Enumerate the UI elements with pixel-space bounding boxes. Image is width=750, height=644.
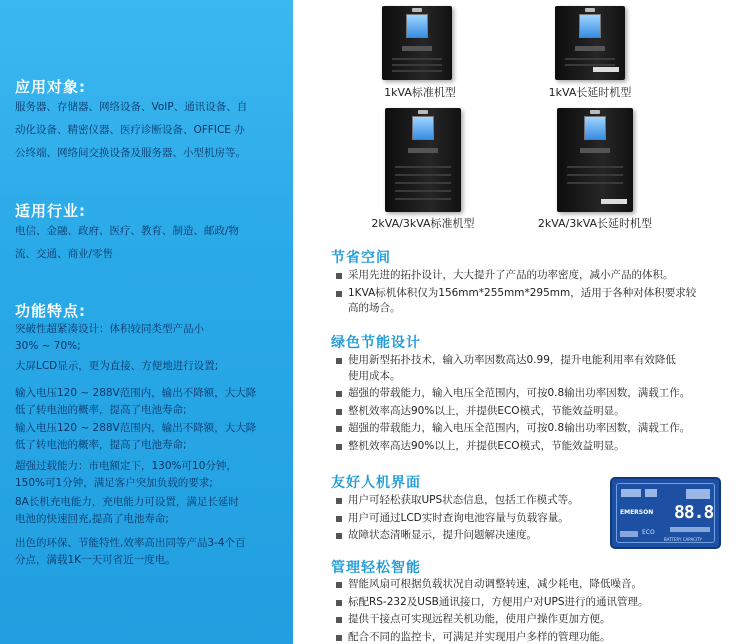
feature-item	[15, 535, 283, 569]
features-title: 功能特点:	[15, 302, 86, 320]
feature-item	[15, 385, 283, 419]
lcd-screen-icon	[579, 14, 601, 38]
vent	[395, 182, 451, 184]
bullet-text: 超强的带载能力，输入电压全范围内，可按0.8输出功率因数，满载工作。	[348, 387, 691, 399]
industry-line: 流、交通、商业/零售	[15, 248, 114, 260]
bullet-item	[335, 386, 730, 402]
section-title-management: 管理轻松智能	[331, 560, 421, 576]
vent	[392, 58, 442, 60]
vent	[567, 166, 623, 168]
bullet-item	[335, 286, 725, 317]
application-title: 应用对象:	[15, 78, 86, 96]
battery-icon	[620, 531, 638, 537]
feature-line: 低了转电池的概率，提高了电池寿命;	[15, 439, 187, 451]
bullet-text: 提供干接点可实现远程关机功能，使用户操作更加方便。	[348, 613, 611, 625]
badge-icon	[575, 46, 605, 51]
feature-item	[15, 358, 283, 375]
vent	[565, 64, 615, 66]
bullet-item	[335, 421, 730, 437]
bullet-item	[335, 353, 730, 384]
mode-icon	[621, 489, 641, 497]
bullet-item	[335, 511, 610, 527]
application-line: 公终端、网络间交换设备及服务器、小型机房等。	[15, 147, 246, 159]
caption-3kva-long: 2kVA/3kVA长延时机型	[537, 217, 653, 230]
ups-3kva-standard-image	[385, 108, 461, 212]
feature-line: 8A长机充电能力，充电能力可设置，满足长延时	[15, 496, 239, 508]
ups-3kva-long-image	[557, 108, 633, 212]
feature-item	[15, 420, 283, 454]
application-text	[15, 96, 283, 165]
bullet-text: 标配RS-232及USB通讯接口，方便用户对UPS进行的通讯管理。	[348, 595, 649, 608]
section-bullets-hmi	[335, 493, 610, 546]
caption-1kva-long: 1kVA长延时机型	[548, 86, 632, 99]
lcd-screen-icon	[584, 116, 606, 140]
bullet-item	[335, 630, 730, 644]
logo-icon	[418, 110, 428, 114]
feature-line: 输入电压120 ~ 288V范围内，输出不降额，大大降	[15, 387, 257, 399]
feature-line: 出色的环保、节能特性,效率高出同等产品3-4个百	[15, 537, 246, 549]
lcd-panel-image	[610, 477, 721, 549]
industry-line: 电信、金融、政府、医疗、教育、制造、邮政/物	[15, 225, 240, 237]
section-bullets-space	[335, 268, 725, 319]
lcd-mode-label: ECO	[642, 529, 655, 536]
bullet-text: 智能风扇可根据负载状况自动调整转速，减少耗电，降低噪音。	[348, 578, 642, 590]
feature-line: 大屏LCD显示，更为直接、方便地进行设置;	[15, 360, 219, 372]
label-plate	[593, 67, 619, 72]
feature-line: 输入电压120 ~ 288V范围内，输出不降额，大大降	[15, 422, 257, 434]
bullet-text: 使用成本。	[348, 369, 401, 382]
left-info-panel	[0, 0, 293, 644]
bullet-text: 故障状态清晰显示，提升问题解决速度。	[348, 529, 537, 541]
fault-icon	[686, 489, 710, 499]
vent	[395, 174, 451, 176]
feature-line: 分点，满载1K一天可省近一度电。	[15, 554, 176, 566]
bullet-text: 高的场合。	[348, 302, 401, 314]
feature-line: 30% ~ 70%;	[15, 340, 81, 352]
lcd-digits: 88.8	[674, 502, 714, 523]
caption-1kva-standard: 1kVA标准机型	[384, 86, 456, 99]
industry-title: 适用行业:	[15, 202, 86, 220]
section-bullets-management	[335, 577, 730, 644]
vent	[395, 198, 451, 200]
section-title-green: 绿色节能设计	[331, 335, 421, 351]
section-title-hmi: 友好人机界面	[331, 475, 421, 491]
bullet-item	[335, 528, 610, 544]
bullet-item	[335, 577, 730, 593]
industry-text	[15, 220, 283, 266]
feature-line: 150%可1分钟，满足客户突加负载的要求;	[15, 477, 213, 489]
bullet-item	[335, 595, 730, 611]
lcd-brand: EMERSON	[620, 509, 654, 516]
vent	[567, 182, 623, 184]
bullet-text: 超强的带载能力，输入电压全范围内，可按0.8输出功率因数，满载工作。	[348, 422, 691, 434]
bullet-text: 1KVA标机体积仅为156mm*255mm*295mm，适用于各种对体积要求较	[348, 286, 697, 299]
feature-item	[15, 458, 283, 492]
feature-line: 电池的快速回充,提高了电池寿命;	[15, 513, 169, 525]
label-plate	[601, 199, 627, 204]
bullet-item	[335, 404, 730, 420]
badge-icon	[402, 46, 432, 51]
bullet-item	[335, 493, 610, 509]
badge-icon	[580, 148, 610, 153]
logo-icon	[585, 8, 595, 12]
feature-item	[15, 321, 283, 355]
caption-3kva-standard: 2kVA/3kVA标准机型	[371, 217, 475, 230]
bullet-text: 用户可轻松获取UPS状态信息，包括工作模式等。	[348, 494, 579, 506]
vent	[395, 190, 451, 192]
application-line: 动化设备、精密仪器、医疗诊断设备、OFFICE 办	[15, 124, 245, 136]
bullet-text: 使用新型拓扑技术，输入功率因数高达0.99，提升电能利用率有效降低	[348, 354, 676, 366]
feature-item	[15, 494, 283, 528]
bullet-text: 用户可通过LCD实时查询电池容量与负载容量。	[348, 511, 569, 524]
vent	[392, 64, 442, 66]
capacity-bar	[670, 527, 710, 532]
bullet-text: 采用先进的拓扑设计，大大提升了产品的功率密度，减小产品的体积。	[348, 269, 674, 281]
application-line: 服务器、存储器、网络设备、VoIP、通讯设备、自	[15, 101, 248, 113]
ups-1kva-standard-image	[382, 6, 452, 80]
section-bullets-green	[335, 353, 730, 456]
feature-line: 突破性超紧凑设计：体积较同类型产品小	[15, 323, 204, 335]
lcd-battery-label: BATTERY CAPACITY	[664, 537, 702, 542]
section-title-space: 节省空间	[331, 250, 391, 266]
bullet-item	[335, 439, 730, 455]
mode-icon	[645, 489, 657, 497]
logo-icon	[590, 110, 600, 114]
feature-line: 超强过载能力：市电额定下，130%可10分钟，	[15, 460, 237, 472]
bullet-text: 整机效率高达90%以上，并提供ECO模式，节能效益明显。	[348, 439, 625, 452]
logo-icon	[412, 8, 422, 12]
vent	[392, 70, 442, 72]
vent	[395, 166, 451, 168]
bullet-text: 整机效率高达90%以上，并提供ECO模式，节能效益明显。	[348, 404, 625, 417]
bullet-item	[335, 612, 730, 628]
badge-icon	[408, 148, 438, 153]
lcd-screen-icon	[412, 116, 434, 140]
lcd-screen-icon	[406, 14, 428, 38]
feature-line: 低了转电池的概率，提高了电池寿命;	[15, 404, 187, 416]
bullet-text: 配合不同的监控卡，可满足并实现用户多样的管理功能。	[348, 630, 611, 643]
vent	[565, 58, 615, 60]
vent	[567, 174, 623, 176]
bullet-item	[335, 268, 725, 284]
ups-1kva-long-image	[555, 6, 625, 80]
